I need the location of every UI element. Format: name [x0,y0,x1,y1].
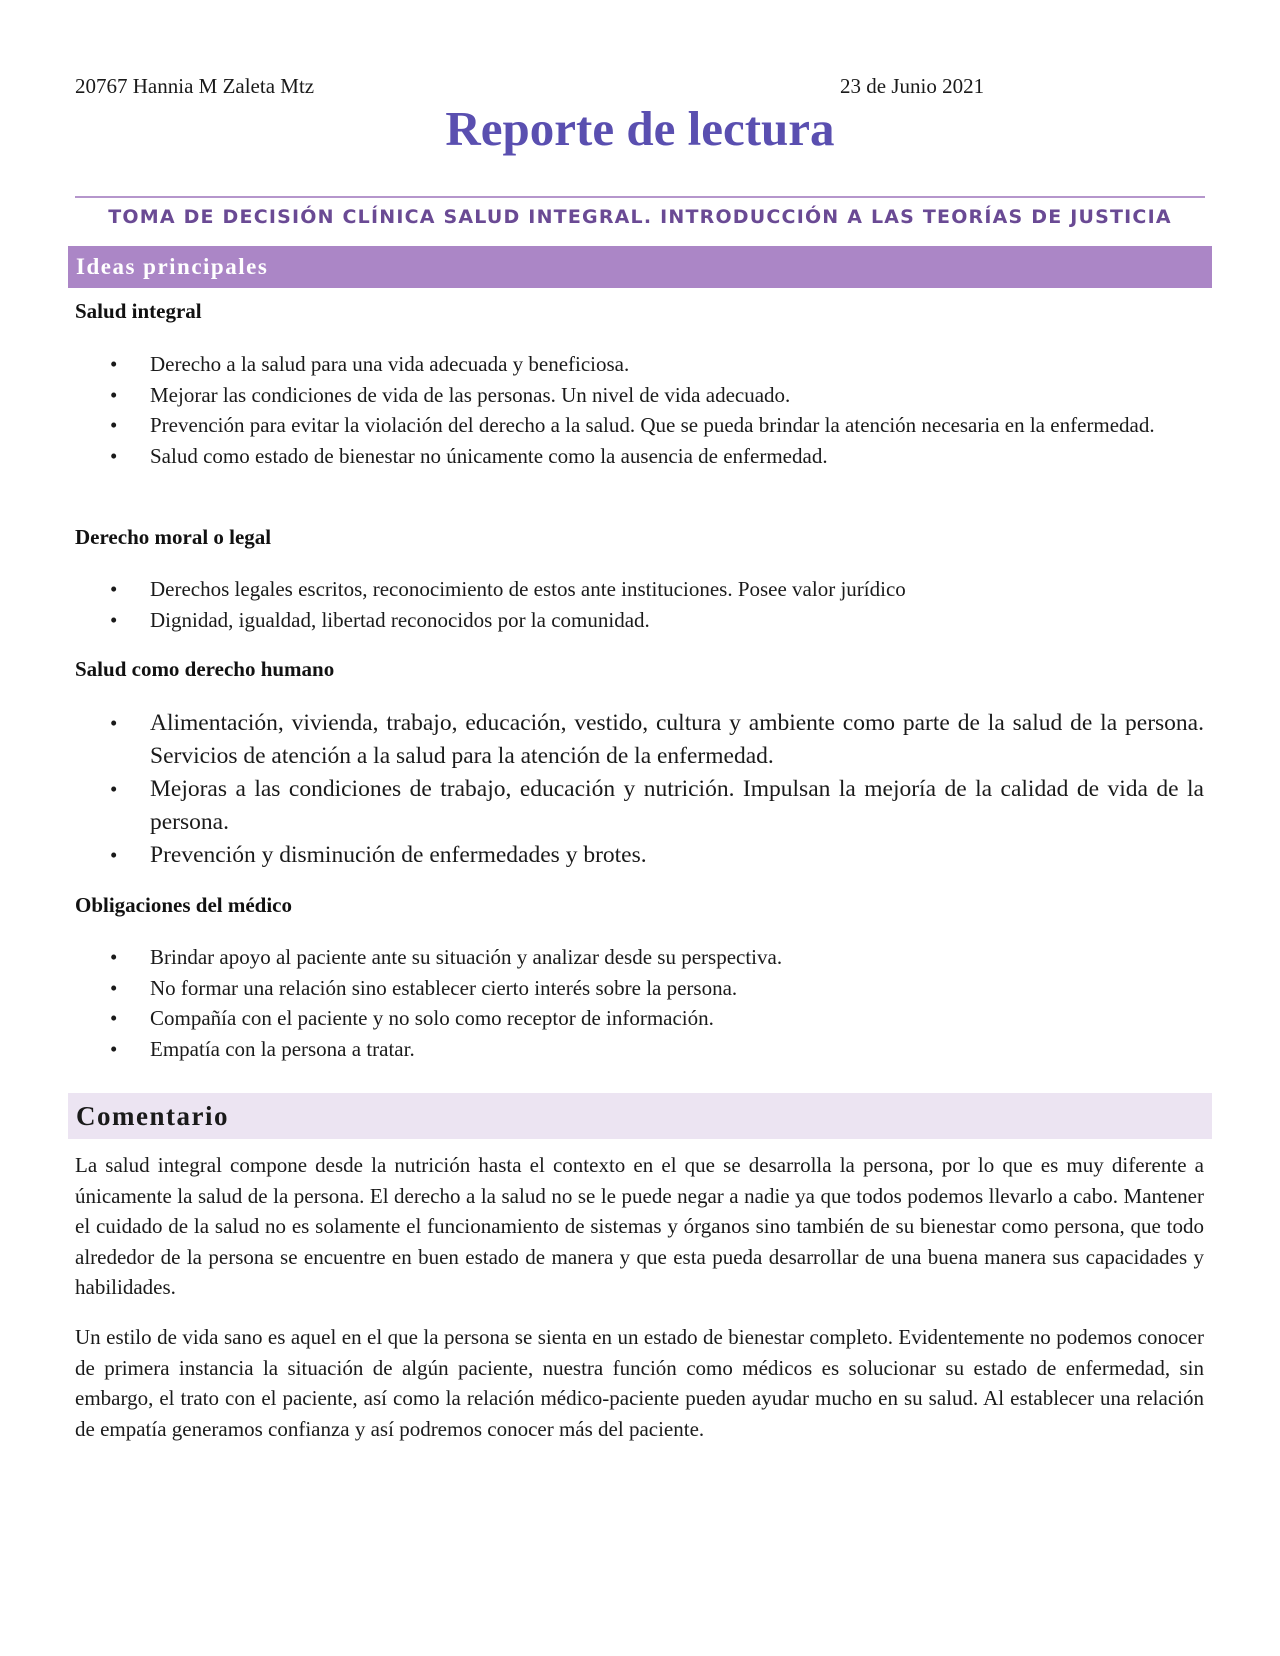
list-item: • Salud como estado de bienestar no únicamente como la ausencia de enfermedad. [150,441,1204,472]
list-item: • Derechos legales escritos, reconocimiento de estos ante instituciones. Posee valor jurídico [150,574,1204,605]
bullet-icon: • [110,352,118,376]
bullet-icon: • [110,443,118,468]
list-item: • No formar una relación sino establecer cierto interés sobre la persona. [150,973,1204,1004]
page-title: Reporte de lectura [445,101,835,156]
list-item: • Derecho a la salud para una vida adecuada y beneficiosa. [150,349,1204,380]
list-item: • Empatía con la persona a tratar. [150,1034,1204,1065]
obligaciones-heading: Obligaciones del médico [75,893,292,917]
bullet-icon: • [110,1036,118,1061]
derecho-moral-list [110,574,1204,635]
bullet-icon: • [110,413,118,437]
list-item: • Compañía con el paciente y no solo como receptor de información. [150,1003,1204,1034]
comentario-paragraph-1: La salud integral compone desde la nutrición hasta el contexto en el que se desarrolla la persona, por lo que es muy diferente a únicamente la salud de la persona. El derecho a la salud no se le puede negar a nadie ya que todos podemos llevarlo a cabo. Mantener el cuidado de la salud no es solamente el funcionamiento de sistemas y órganos sino también de su bienestar como persona, que todo alrededor de la persona se encuentre en buen estado de manera y que esta pueda desarrollar de una buena manera sus capacidades y habilidades. [75,1153,1204,1299]
date-line: 23 de Junio 2021 [840,74,985,98]
obligaciones-list [110,942,1204,1064]
bullet-icon: • [110,577,118,601]
bullet-icon: • [110,945,118,969]
comentario-heading-band [68,1093,1212,1139]
list-item: • Dignidad, igualdad, libertad reconocidos por la comunidad. [150,605,1204,636]
ideas-heading-band [68,246,1212,288]
derecho-moral-heading: Derecho moral o legal [75,525,272,549]
derecho-humano-heading: Salud como derecho humano [75,657,335,681]
bullet-icon: • [110,1006,118,1030]
bullet-icon: • [110,382,118,407]
bullet-icon: • [110,843,118,867]
salud-integral-heading: Salud integral [75,299,202,323]
list-item: • Prevención para evitar la violación del derecho a la salud. Que se pueda brindar la atención necesaria en la enfermedad. [150,410,1204,441]
ideas-heading: Ideas principales [76,254,269,279]
derecho-humano-list [110,707,1204,872]
bullet-icon: • [110,607,118,632]
comentario-heading: Comentario [76,1101,229,1131]
bullet-icon: • [110,711,118,735]
title-divider [75,196,1205,198]
bullet-icon: • [110,777,118,801]
author-line: 20767 Hannia M Zaleta Mtz [75,74,315,98]
bullet-icon: • [110,975,118,1000]
list-item: • Prevención y disminución de enfermedades y brotes. [150,839,1204,872]
list-item: • Brindar apoyo al paciente ante su situación y analizar desde su perspectiva. [150,942,1204,973]
list-item: • Mejoras a las condiciones de trabajo, educación y nutrición. Impulsan la mejoría de la calidad de vida de la persona. [150,773,1204,839]
list-item: • Mejorar las condiciones de vida de las personas. Un nivel de vida adecuado. [150,380,1204,411]
list-item: • Alimentación, vivienda, trabajo, educación, vestido, cultura y ambiente como parte de la salud de la persona. Servicios de atención a la salud para la atención de la enfermedad. [150,707,1204,773]
salud-integral-list [110,349,1204,471]
comentario-paragraph-2: Un estilo de vida sano es aquel en el que la persona se sienta en un estado de bienestar completo. Evidentemente no podemos conocer de primera instancia la situación de algún paciente, nuestra función como médicos es solucionar su estado de enfermedad, sin embargo, el trato con el paciente, así como la relación médico-paciente pueden ayudar mucho en su salud. Al establecer una relación de empatía generamos confianza y así podremos conocer más del paciente. [75,1325,1204,1441]
page-subtitle: TOMA DE DECISIÓN CLÍNICA SALUD INTEGRAL. INTRODUCCIÓN A LAS TEORÍAS DE JUSTICIA [108,206,1172,228]
